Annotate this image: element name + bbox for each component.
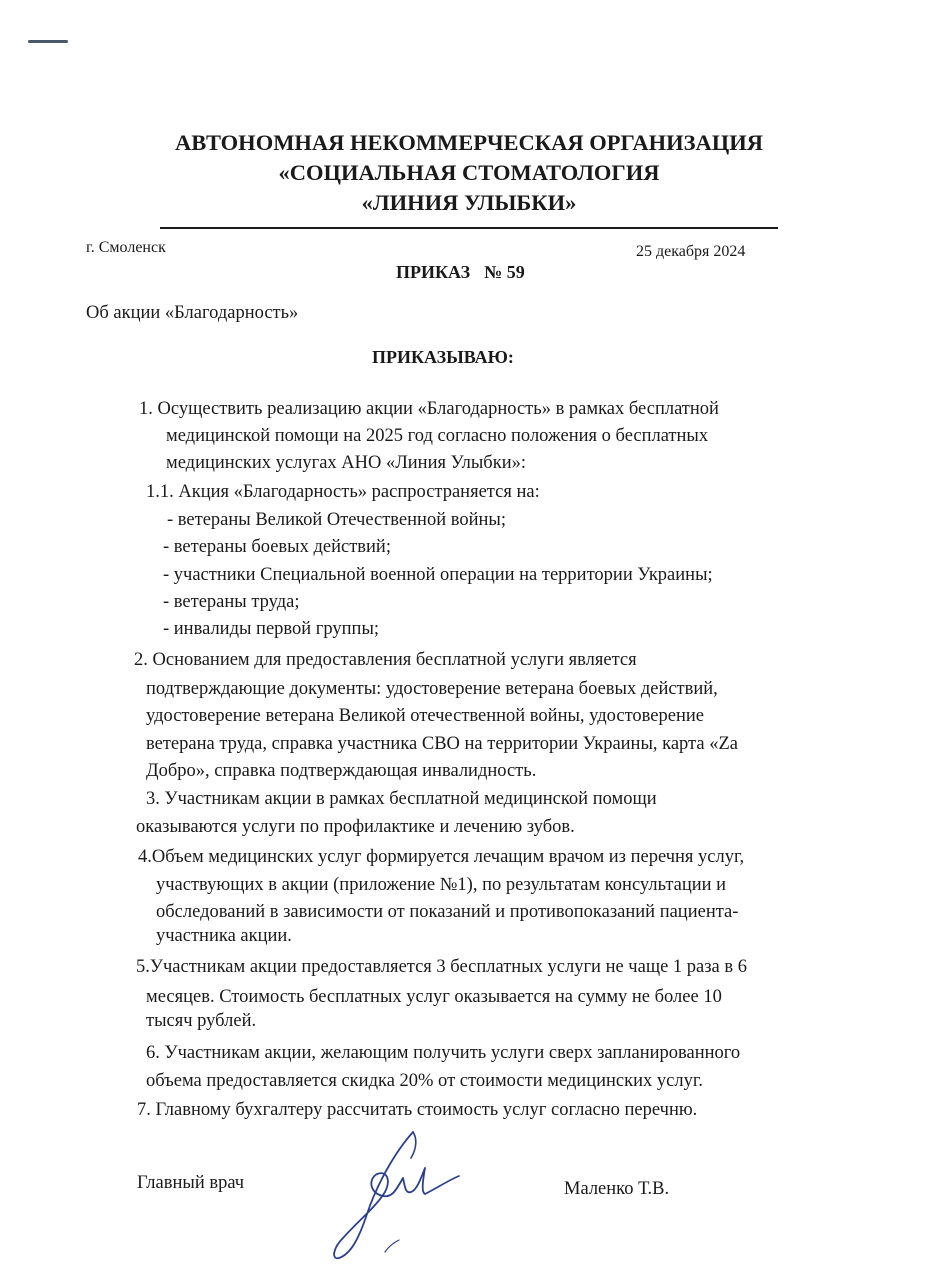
body-line: 7. Главному бухгалтеру рассчитать стоимость услуг согласно перечню. bbox=[137, 1100, 698, 1120]
directive-heading: ПРИКАЗЫВАЮ: bbox=[372, 347, 514, 367]
body-line: 1. Осуществить реализацию акции «Благодарность» в рамках бесплатной bbox=[139, 399, 719, 419]
header-divider bbox=[160, 227, 778, 229]
body-line: Добро», справка подтверждающая инвалидность. bbox=[146, 761, 537, 781]
org-name-line-2: «СОЦИАЛЬНАЯ СТОМАТОЛОГИЯ bbox=[278, 160, 660, 185]
scan-mark bbox=[28, 40, 68, 43]
body-line: 1.1. Акция «Благодарность» распространяется на: bbox=[146, 482, 540, 502]
body-line: медицинской помощи на 2025 год согласно положения о бесплатных bbox=[166, 426, 709, 446]
body-line: ветерана труда, справка участника СВО на территории Украины, карта «Za bbox=[146, 734, 738, 754]
body-line: медицинских услугах АНО «Линия Улыбки»: bbox=[166, 453, 526, 473]
body-line: - ветераны боевых действий; bbox=[163, 537, 391, 557]
handwritten-signature bbox=[325, 1122, 475, 1262]
body-line: 3. Участникам акции в рамках бесплатной медицинской помощи bbox=[146, 789, 657, 809]
body-line: 6. Участникам акции, желающим получить услуги сверх запланированного bbox=[146, 1043, 741, 1063]
body-line: тысяч рублей. bbox=[146, 1011, 257, 1031]
order-title bbox=[396, 260, 525, 284]
body-line: 5.Участникам акции предоставляется 3 бесплатных услуги не чаще 1 раза в 6 bbox=[136, 957, 747, 977]
signatory-position: Главный врач bbox=[137, 1173, 245, 1193]
org-name-line-1: АВТОНОМНАЯ НЕКОММЕРЧЕСКАЯ ОРГАНИЗАЦИЯ bbox=[175, 130, 763, 155]
order-label: ПРИКАЗ bbox=[396, 262, 471, 282]
body-line: объема предоставляется скидка 20% от стоимости медицинских услуг. bbox=[146, 1071, 703, 1091]
body-line: участника акции. bbox=[156, 926, 292, 946]
body-line: - инвалиды первой группы; bbox=[163, 619, 380, 639]
body-line: - участники Специальной военной операции на территории Украины; bbox=[163, 565, 713, 585]
order-subject: Об акции «Благодарность» bbox=[86, 303, 299, 323]
city: г. Смоленск bbox=[86, 239, 166, 256]
signatory-name: Маленко Т.В. bbox=[564, 1179, 670, 1199]
org-name-line-3: «ЛИНИЯ УЛЫБКИ» bbox=[361, 190, 577, 215]
body-line: - ветераны Великой Отечественной войны; bbox=[167, 510, 506, 530]
body-line: - ветераны труда; bbox=[163, 592, 300, 612]
organization-header bbox=[0, 128, 930, 218]
body-line: 4.Объем медицинских услуг формируется лечащим врачом из перечня услуг, bbox=[138, 847, 745, 867]
order-number: № 59 bbox=[484, 262, 525, 282]
order-date: 25 декабря 2024 bbox=[636, 243, 746, 260]
body-line: 2. Основанием для предоставления бесплатной услуги является bbox=[134, 650, 637, 670]
body-line: обследований в зависимости от показаний и противопоказаний пациента- bbox=[156, 902, 739, 922]
body-line: оказываются услуги по профилактике и лечению зубов. bbox=[136, 817, 575, 837]
body-line: месяцев. Стоимость бесплатных услуг оказывается на сумму не более 10 bbox=[146, 987, 722, 1007]
body-line: участвующих в акции (приложение №1), по результатам консультации и bbox=[156, 875, 727, 895]
body-line: подтверждающие документы: удостоверение ветерана боевых действий, bbox=[146, 679, 718, 699]
body-line: удостоверение ветерана Великой отечественной войны, удостоверение bbox=[146, 706, 704, 726]
